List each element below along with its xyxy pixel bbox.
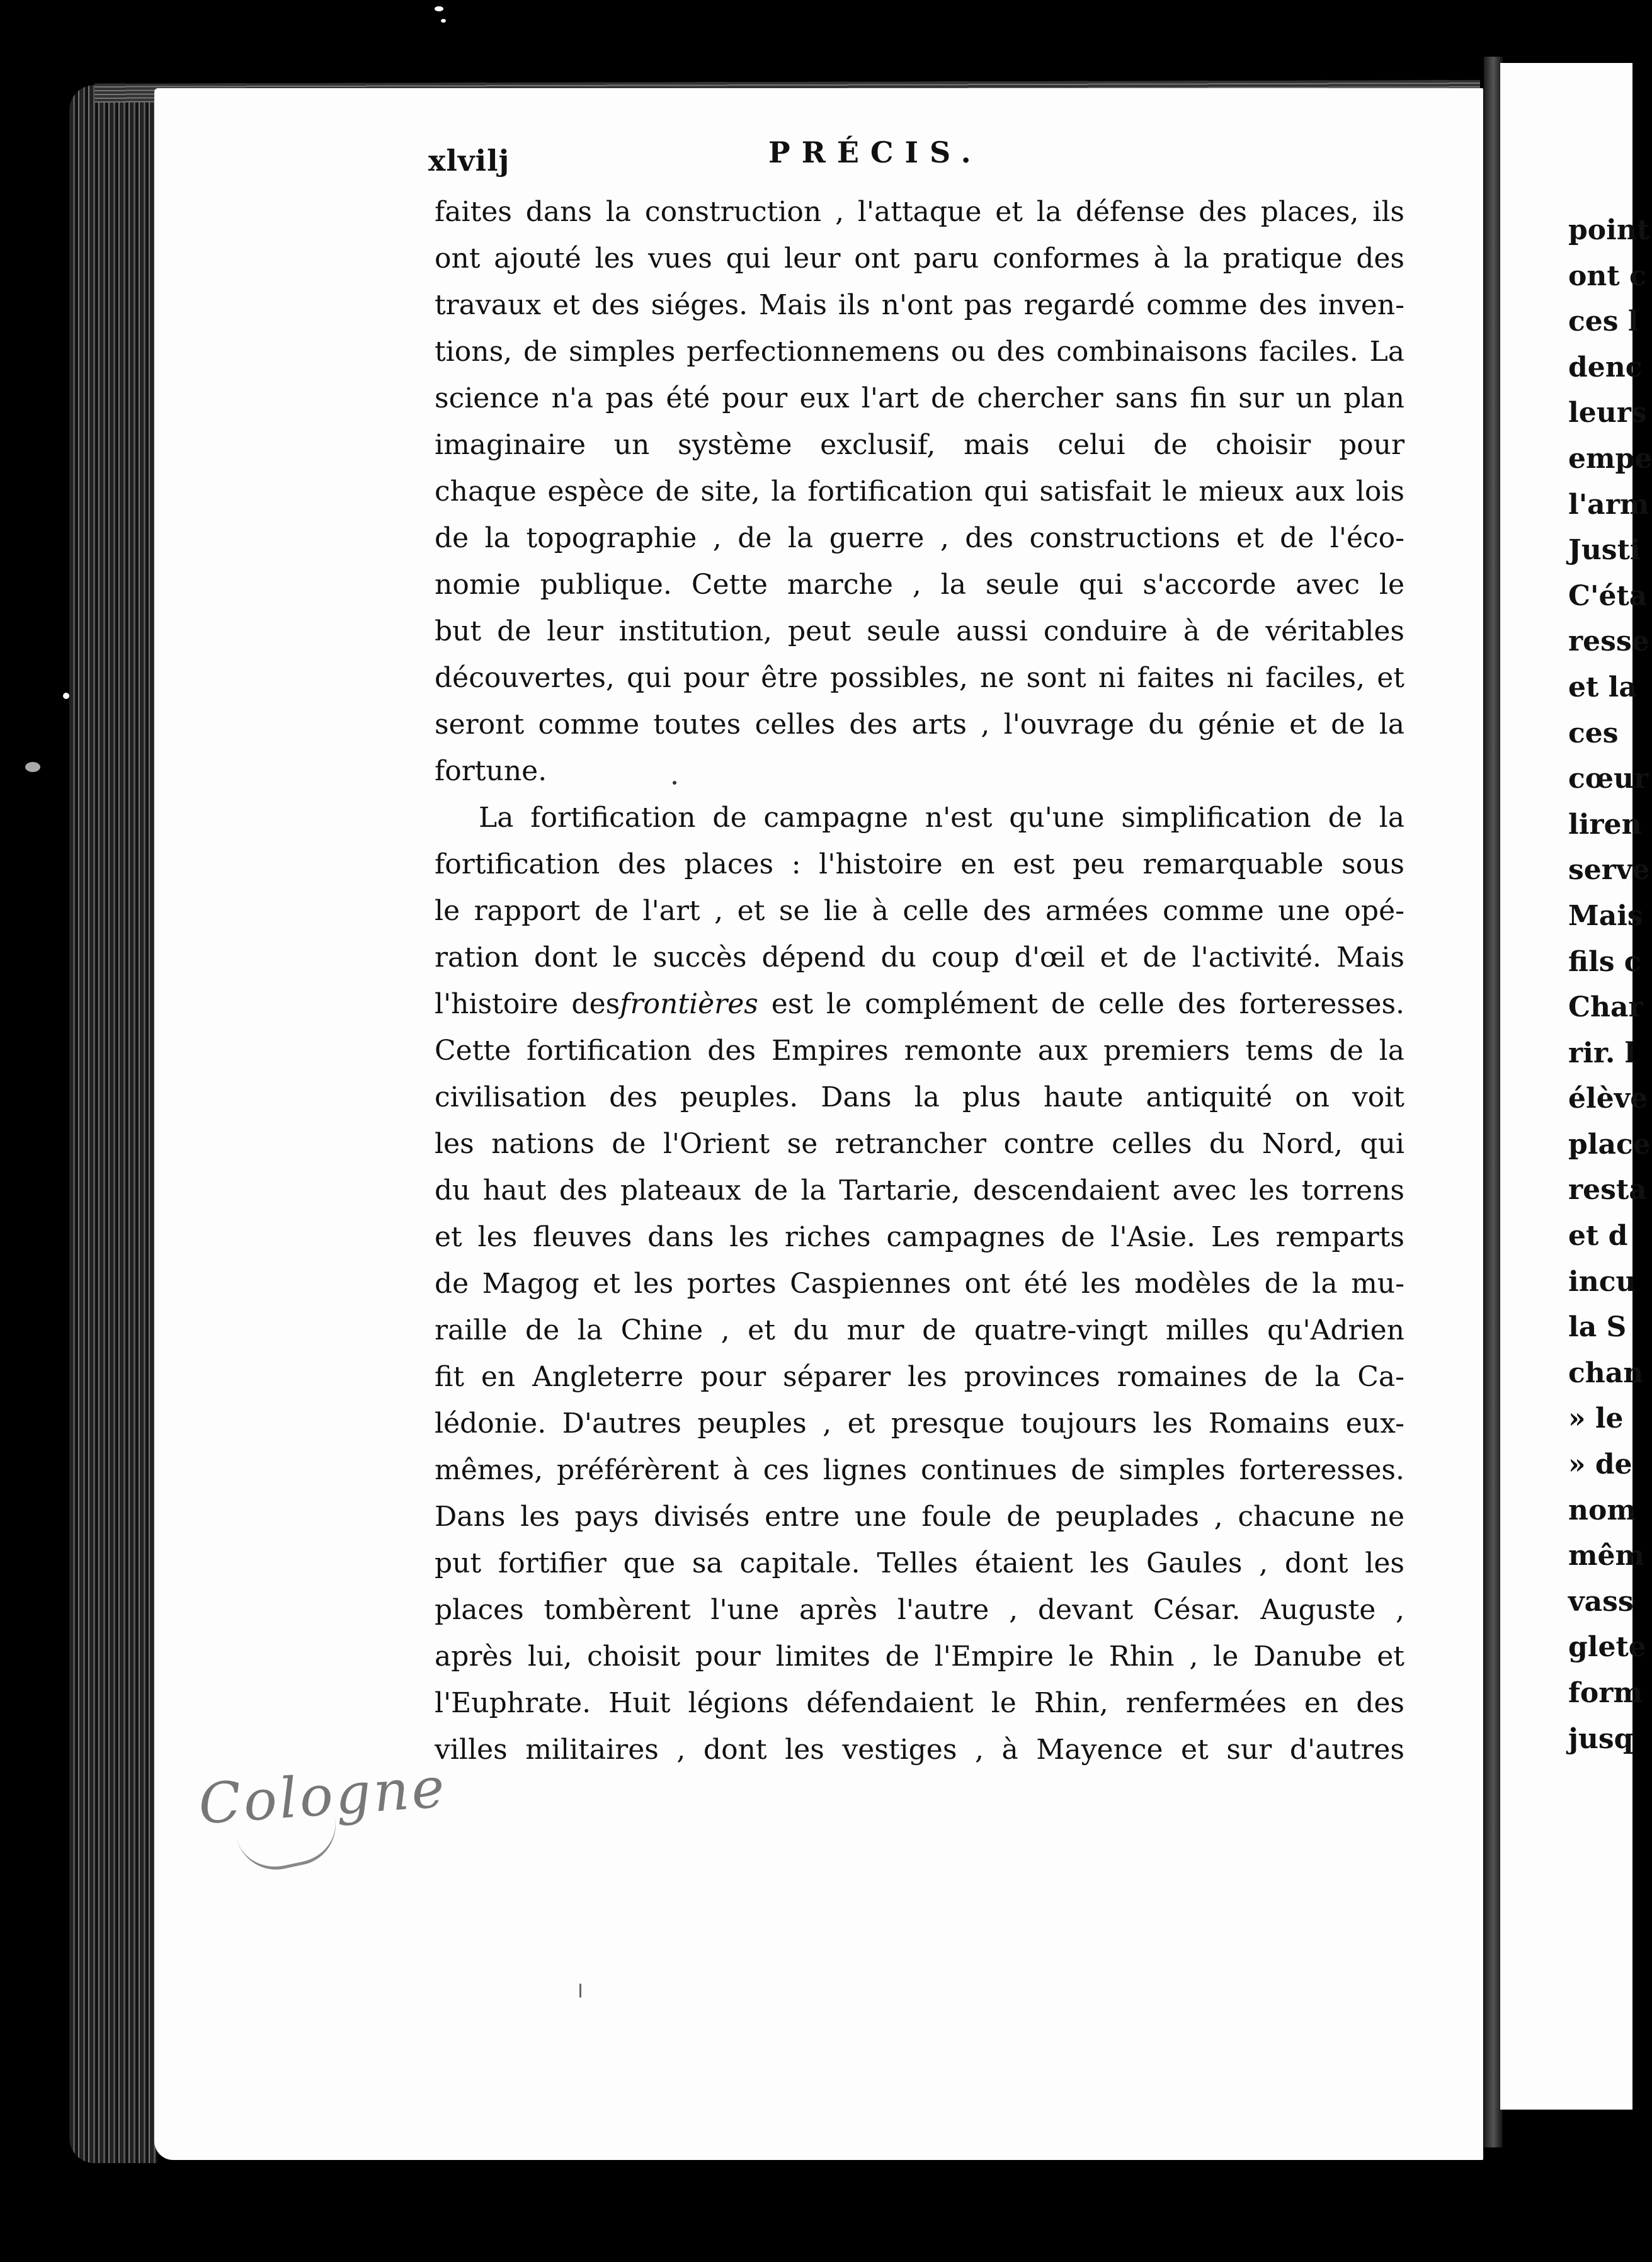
text-line: et les fleuves dans les riches campagnes de l'Asie. Les remparts — [435, 1221, 1404, 1253]
text-line: fit en Angleterre pour séparer les provinces romaines de la Ca- — [435, 1361, 1404, 1393]
facing-page-line: resta — [1568, 1174, 1647, 1207]
facing-page-line: serve — [1568, 854, 1650, 887]
facing-page-line: place — [1568, 1128, 1651, 1161]
book-edge — [69, 85, 157, 2163]
text-line: Cette fortification des Empires remonte aux premiers tems de la — [435, 1035, 1404, 1067]
handwritten-margin-note: Cologne — [196, 1754, 449, 1837]
text-line: raille de la Chine , et du mur de quatre-vingt milles qu'Adrien — [435, 1314, 1404, 1346]
text-line: faites dans la construction , l'attaque et la défense des places, ils — [435, 196, 1404, 228]
text-line: imaginaire un système exclusif, mais celui de choisir pour — [435, 429, 1404, 461]
facing-page-line: Justi — [1568, 534, 1641, 567]
text-line: chaque espèce de site, la fortification qui satisfait le mieux aux lois — [435, 475, 1404, 508]
text-line: tions, de simples perfectionnemens ou des combinaisons faciles. La — [435, 336, 1404, 368]
text-line: science n'a pas été pour eux l'art de chercher sans fin sur un plan — [435, 382, 1404, 414]
scan-mark — [673, 781, 676, 785]
facing-page-line: Mais — [1568, 899, 1643, 932]
facing-page-line: leurs — [1568, 397, 1647, 429]
facing-page-line: fils c — [1568, 945, 1641, 978]
text-line: découvertes, qui pour être possibles, ne sont ni faites ni faciles, et — [435, 662, 1404, 694]
facing-page-line: chan — [1568, 1356, 1644, 1389]
facing-page-line: mêm — [1568, 1540, 1645, 1572]
facing-page-line: rir. l — [1568, 1037, 1636, 1069]
facing-page-line: form — [1568, 1677, 1643, 1709]
text-line: Dans les pays divisés entre une foule de peuplades , chacune ne — [435, 1501, 1404, 1533]
scan-speck — [63, 693, 69, 699]
text-line: de Magog et les portes Caspiennes ont été les modèles de la mu- — [435, 1268, 1404, 1300]
facing-page-line: et d — [1568, 1220, 1628, 1253]
text-line: travaux et des siéges. Mais ils n'ont pas regardé comme des inven- — [435, 289, 1404, 321]
text-line: après lui, choisit pour limites de l'Empire le Rhin , le Danube et — [435, 1640, 1404, 1673]
text-line: seront comme toutes celles des arts , l'ouvrage du génie et de la — [435, 708, 1404, 741]
facing-page-line: » de — [1568, 1448, 1632, 1481]
facing-page-text — [1568, 208, 1652, 1762]
facing-page-line: resse — [1568, 625, 1649, 658]
facing-page-line: » le — [1568, 1402, 1624, 1435]
facing-page-line: ces — [1568, 717, 1619, 749]
text-line: de la topographie , de la guerre , des constructions et de l'éco- — [435, 522, 1404, 554]
text-line: l'Euphrate. Huit légions défendaient le Rhin, renfermées en des — [435, 1687, 1404, 1719]
text-line: villes militaires , dont les vestiges , à Mayence et sur d'autres — [435, 1734, 1404, 1766]
italic-word: frontières — [620, 988, 758, 1020]
scan-mark — [579, 1984, 581, 1998]
text-line: La fortification de campagne n'est qu'une simplification de la — [479, 802, 1404, 834]
text-line: ration dont le succès dépend du coup d'œil et de l'activité. Mais — [435, 941, 1404, 974]
text-line: ont ajouté les vues qui leur ont paru conformes à la pratique des — [435, 242, 1404, 275]
facing-page-line: élève — [1568, 1083, 1648, 1115]
facing-page-line: ont c — [1568, 259, 1646, 292]
facing-page-line: nom — [1568, 1494, 1636, 1526]
scan-speck — [25, 762, 40, 772]
facing-page-line: point — [1568, 214, 1650, 246]
facing-page-line: Char — [1568, 991, 1643, 1024]
text-line: du haut des plateaux de la Tartarie, descendaient avec les torrens — [435, 1174, 1404, 1207]
facing-page-line: glete — [1568, 1631, 1646, 1664]
facing-page-line: empe — [1568, 442, 1652, 475]
text-span: est le complément de celle des forteresses. — [758, 988, 1405, 1020]
running-title: PRÉCIS. — [768, 135, 983, 169]
text-line: nomie publique. Cette marche , la seule qui s'accorde avec le — [435, 569, 1404, 601]
text-line: lédonie. D'autres peuples , et presque toujours les Romains eux- — [435, 1407, 1404, 1440]
facing-page-line: C'éta — [1568, 579, 1648, 612]
text-line: mêmes, préférèrent à ces lignes continues de simples forteresses. — [435, 1454, 1404, 1486]
facing-page-line: l'arm — [1568, 488, 1649, 521]
facing-page-line: jusq — [1568, 1722, 1634, 1755]
text-line: fortification des places : l'histoire en est peu remarquable sous — [435, 848, 1404, 880]
text-line: civilisation des peuples. Dans la plus haute antiquité on voit — [435, 1081, 1404, 1113]
page-text — [435, 189, 1404, 1773]
facing-page-line: vass — [1568, 1585, 1634, 1618]
text-line: les nations de l'Orient se retrancher contre celles du Nord, qui — [435, 1128, 1404, 1160]
text-line: places tombèrent l'une après l'autre , devant César. Auguste , — [435, 1594, 1404, 1626]
text-line — [435, 981, 1404, 1028]
facing-page-line: incu — [1568, 1265, 1636, 1298]
text-line: le rapport de l'art , et se lie à celle des armées comme une opé- — [435, 895, 1404, 927]
facing-page-line: denc — [1568, 351, 1643, 384]
facing-page-line: ces l — [1568, 305, 1639, 338]
text-span: l'histoire des — [435, 988, 620, 1020]
scan-speck — [441, 19, 446, 23]
facing-page-line: cœur — [1568, 763, 1649, 795]
text-line: put fortifier que sa capitale. Telles étaient les Gaules , dont les — [435, 1547, 1404, 1579]
facing-page-line: la S — [1568, 1311, 1627, 1344]
text-line: fortune. — [435, 755, 547, 787]
facing-page-line: liren — [1568, 808, 1642, 841]
page-folio: xlvilj — [428, 144, 510, 178]
text-line: but de leur institution, peut seule aussi conduire à de véritables — [435, 615, 1404, 647]
facing-page-line: et la — [1568, 671, 1637, 703]
scan-speck — [435, 6, 443, 11]
